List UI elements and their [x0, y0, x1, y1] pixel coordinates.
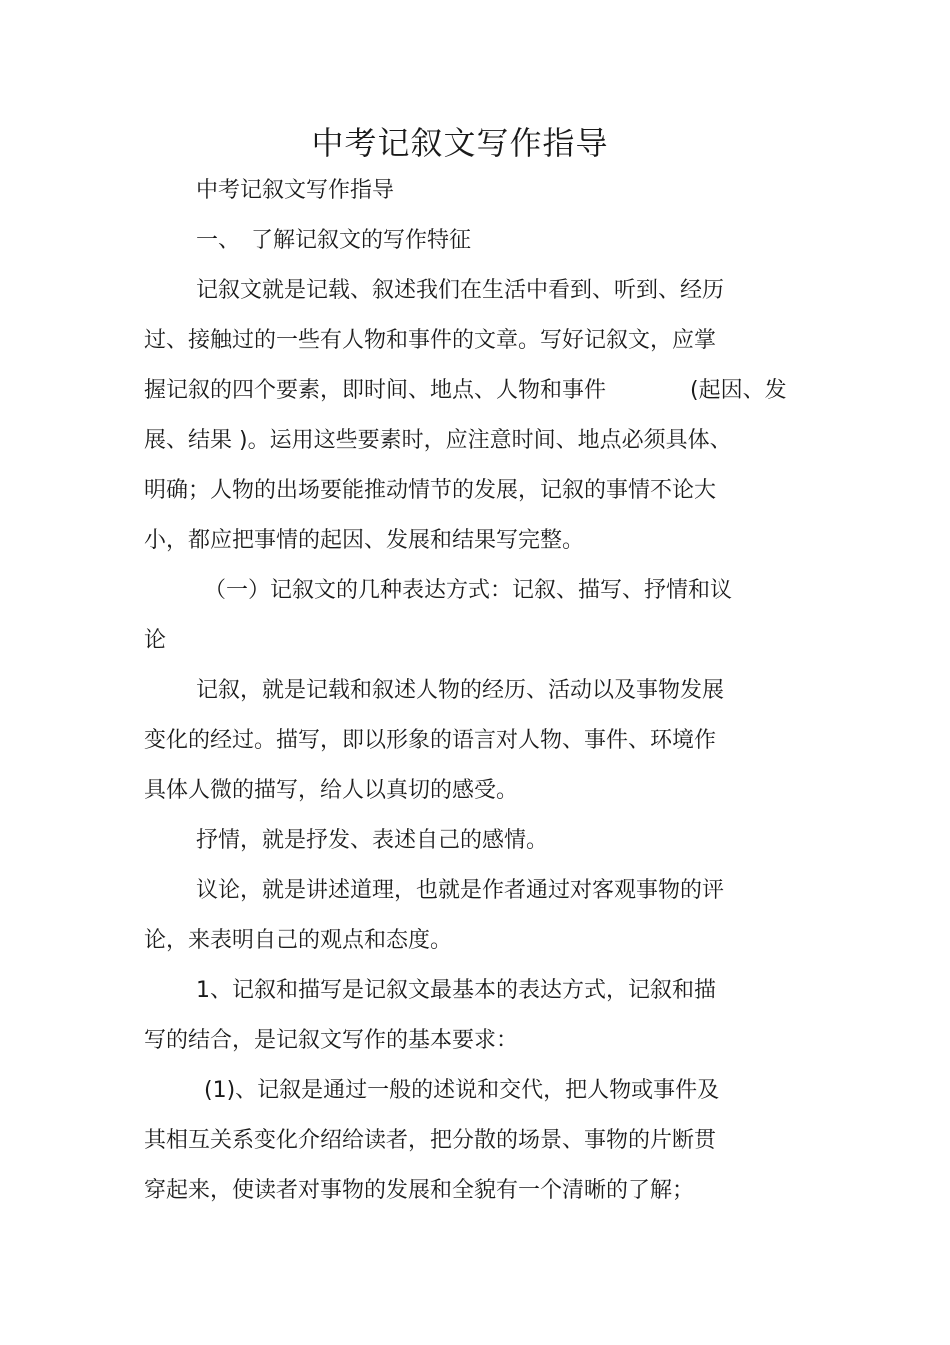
paragraph-line: 记叙文就是记载、叙述我们在生活中看到、听到、经历	[196, 278, 725, 303]
paragraph-line: 具体人微的描写，给人以真切的感受。	[144, 778, 519, 803]
paragraph-line: 写的结合，是记叙文写作的基本要求：	[144, 1028, 519, 1053]
paragraph-line: (1)、记叙是通过一般的述说和交代，把人物或事件及	[204, 1078, 720, 1103]
document-title: 中考记叙文写作指导	[311, 124, 609, 162]
paragraph-line: 小，都应把事情的起因、发展和结果写完整。	[144, 528, 585, 553]
paragraph-line: 抒情，就是抒发、表述自己的感情。	[196, 828, 549, 853]
paragraph-line: 过、接触过的一些有人物和事件的文章。写好记叙文，应掌	[144, 328, 717, 353]
paragraph-line	[144, 376, 924, 406]
paragraph-line: 展、结果 )。运用这些要素时，应注意时间、地点必须具体、	[144, 428, 732, 453]
paragraph-line: 1、记叙和描写是记叙文最基本的表达方式，记叙和描	[196, 978, 716, 1003]
paragraph-line: 论，来表明自己的观点和态度。	[144, 928, 453, 953]
paragraph-line: 穿起来，使读者对事物的发展和全貌有一个清晰的了解；	[144, 1178, 695, 1203]
paragraph-line-segment: 握记叙的四个要素，即时间、地点、人物和事件	[144, 378, 607, 403]
paragraph-line: 变化的经过。描写，即以形象的语言对人物、事件、环境作	[144, 728, 717, 753]
subsection-heading: （一）记叙文的几种表达方式：记叙、描写、抒情和议	[204, 578, 733, 603]
paragraph-line: 记叙，就是记载和叙述人物的经历、活动以及事物发展	[196, 678, 725, 703]
paragraph-line: 明确；人物的出场要能推动情节的发展，记叙的事情不论大	[144, 478, 717, 503]
section-heading: 一、 了解记叙文的写作特征	[196, 228, 472, 253]
paragraph-line: 其相互关系变化介绍给读者，把分散的场景、事物的片断贯	[144, 1128, 717, 1153]
paragraph-line-segment: (起因、发	[690, 378, 787, 403]
subsection-heading-continued: 论	[144, 628, 167, 653]
document-subtitle: 中考记叙文写作指导	[196, 178, 395, 203]
paragraph-line: 议论，就是讲述道理，也就是作者通过对客观事物的评	[196, 878, 725, 903]
